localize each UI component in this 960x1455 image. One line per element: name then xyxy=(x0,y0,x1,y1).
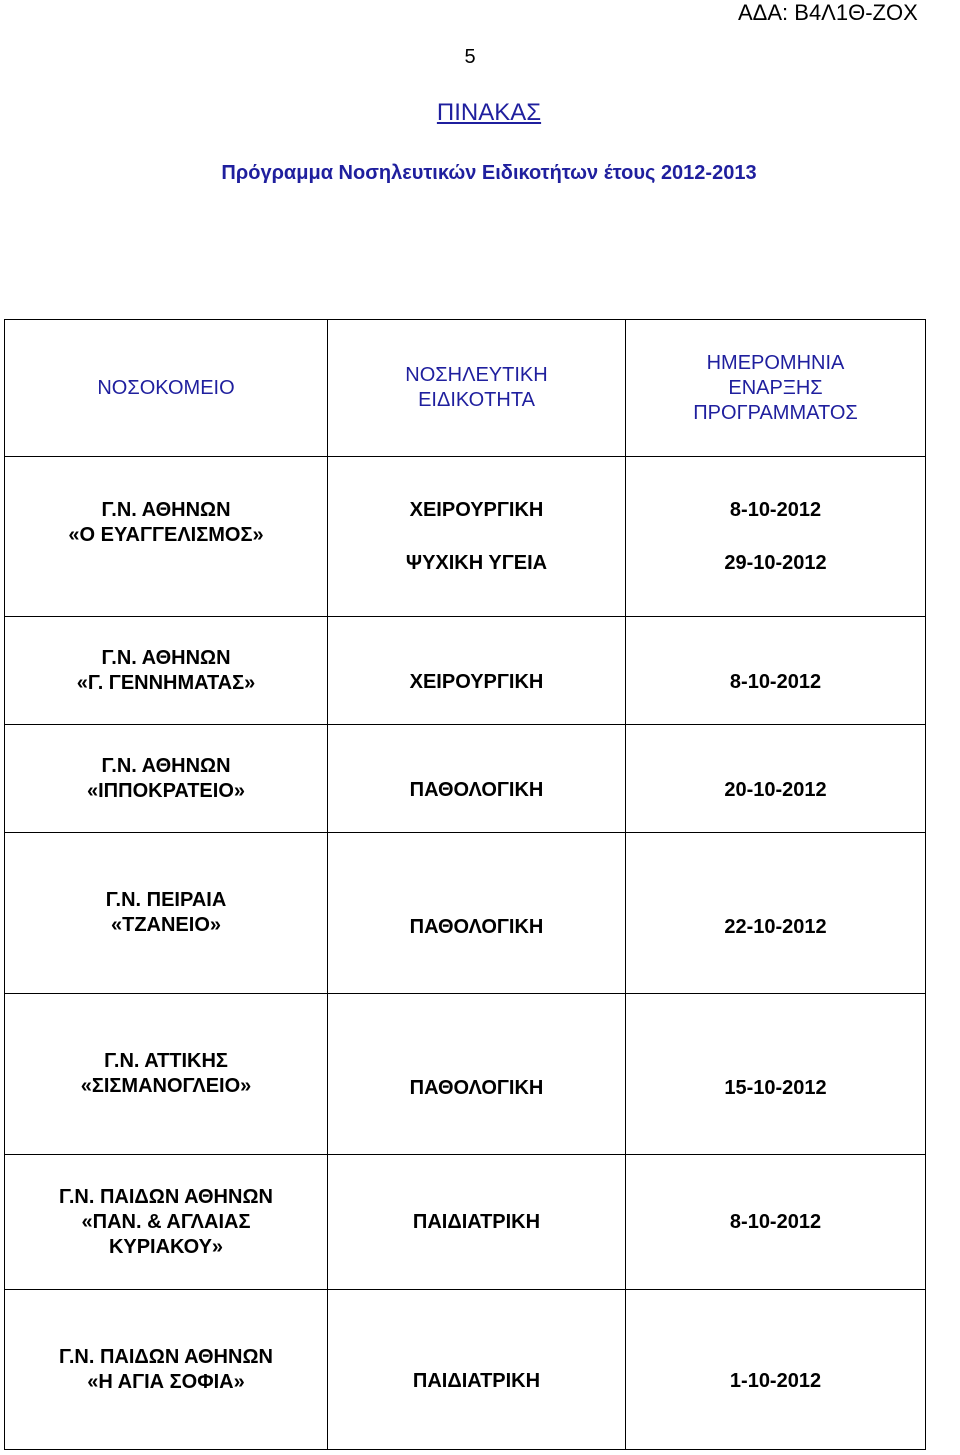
hospital-cell: Γ.Ν. ΑΘΗΝΩΝ «Ο ΕΥΑΓΓΕΛΙΣΜΟΣ» xyxy=(5,457,328,617)
hospital-cell: Γ.Ν. ΑΘΗΝΩΝ «ΙΠΠΟΚΡΑΤΕΙΟ» xyxy=(5,725,328,833)
specialty-cell: ΠΑΙΔΙΑΤΡΙΚΗ xyxy=(328,1290,626,1450)
table-row xyxy=(5,457,926,617)
page-title: ΠΙΝΑΚΑΣ xyxy=(436,99,542,126)
hospital-cell: Γ.Ν. ΠΕΙΡΑΙΑ «ΤΖΑΝΕΙΟ» xyxy=(5,833,328,994)
table-row xyxy=(5,833,926,994)
date-cell: 22-10-2012 xyxy=(626,833,926,994)
hospital-cell: Γ.Ν. ΑΘΗΝΩΝ «Γ. ΓΕΝΝΗΜΑΤΑΣ» xyxy=(5,617,328,725)
table-row xyxy=(5,1290,926,1450)
table-row xyxy=(5,994,926,1155)
date-cell: 15-10-2012 xyxy=(626,994,926,1155)
date-cell: 8-10-2012 29-10-2012 xyxy=(626,457,926,617)
header-hospital: ΝΟΣΟΚΟΜΕΙΟ xyxy=(5,320,328,457)
date-cell: 8-10-2012 xyxy=(626,1155,926,1290)
page-subtitle: Πρόγραμμα Νοσηλευτικών Ειδικοτήτων έτους 2012-2013 xyxy=(221,162,757,184)
date-cell: 20-10-2012 xyxy=(626,725,926,833)
hospital-cell: Γ.Ν. ΑΤΤΙΚΗΣ «ΣΙΣΜΑΝΟΓΛΕΙΟ» xyxy=(5,994,328,1155)
table-row xyxy=(5,1155,926,1290)
header-start-date: ΗΜΕΡΟΜΗΝΙΑ ΕΝΑΡΞΗΣ ΠΡΟΓΡΑΜΜΑΤΟΣ xyxy=(626,320,926,457)
ada-code: ΑΔΑ: Β4Λ1Θ-ΖΟΧ xyxy=(738,0,918,25)
specialty-cell: ΧΕΙΡΟΥΡΓΙΚΗ xyxy=(328,617,626,725)
table-row xyxy=(5,725,926,833)
hospital-cell: Γ.Ν. ΠΑΙΔΩΝ ΑΘΗΝΩΝ «ΠΑΝ. & ΑΓΛΑΙΑΣ ΚΥΡΙΑΚΟΥ» xyxy=(5,1155,328,1290)
table-row xyxy=(5,617,926,725)
program-table xyxy=(4,319,926,1450)
specialty-cell: ΠΑΘΟΛΟΓΙΚΗ xyxy=(328,994,626,1155)
specialty-cell: ΧΕΙΡΟΥΡΓΙΚΗ ΨΥΧΙΚΗ ΥΓΕΙΑ xyxy=(328,457,626,617)
specialty-cell: ΠΑΘΟΛΟΓΙΚΗ xyxy=(328,833,626,994)
page-number: 5 xyxy=(464,46,476,68)
specialty-cell: ΠΑΙΔΙΑΤΡΙΚΗ xyxy=(328,1155,626,1290)
table-header-row xyxy=(5,320,926,457)
date-cell: 8-10-2012 xyxy=(626,617,926,725)
specialty-cell: ΠΑΘΟΛΟΓΙΚΗ xyxy=(328,725,626,833)
date-cell: 1-10-2012 xyxy=(626,1290,926,1450)
header-specialty: ΝΟΣΗΛΕΥΤΙΚΗ ΕΙΔΙΚΟΤΗΤΑ xyxy=(328,320,626,457)
hospital-cell: Γ.Ν. ΠΑΙΔΩΝ ΑΘΗΝΩΝ «Η ΑΓΙΑ ΣΟΦΙΑ» xyxy=(5,1290,328,1450)
